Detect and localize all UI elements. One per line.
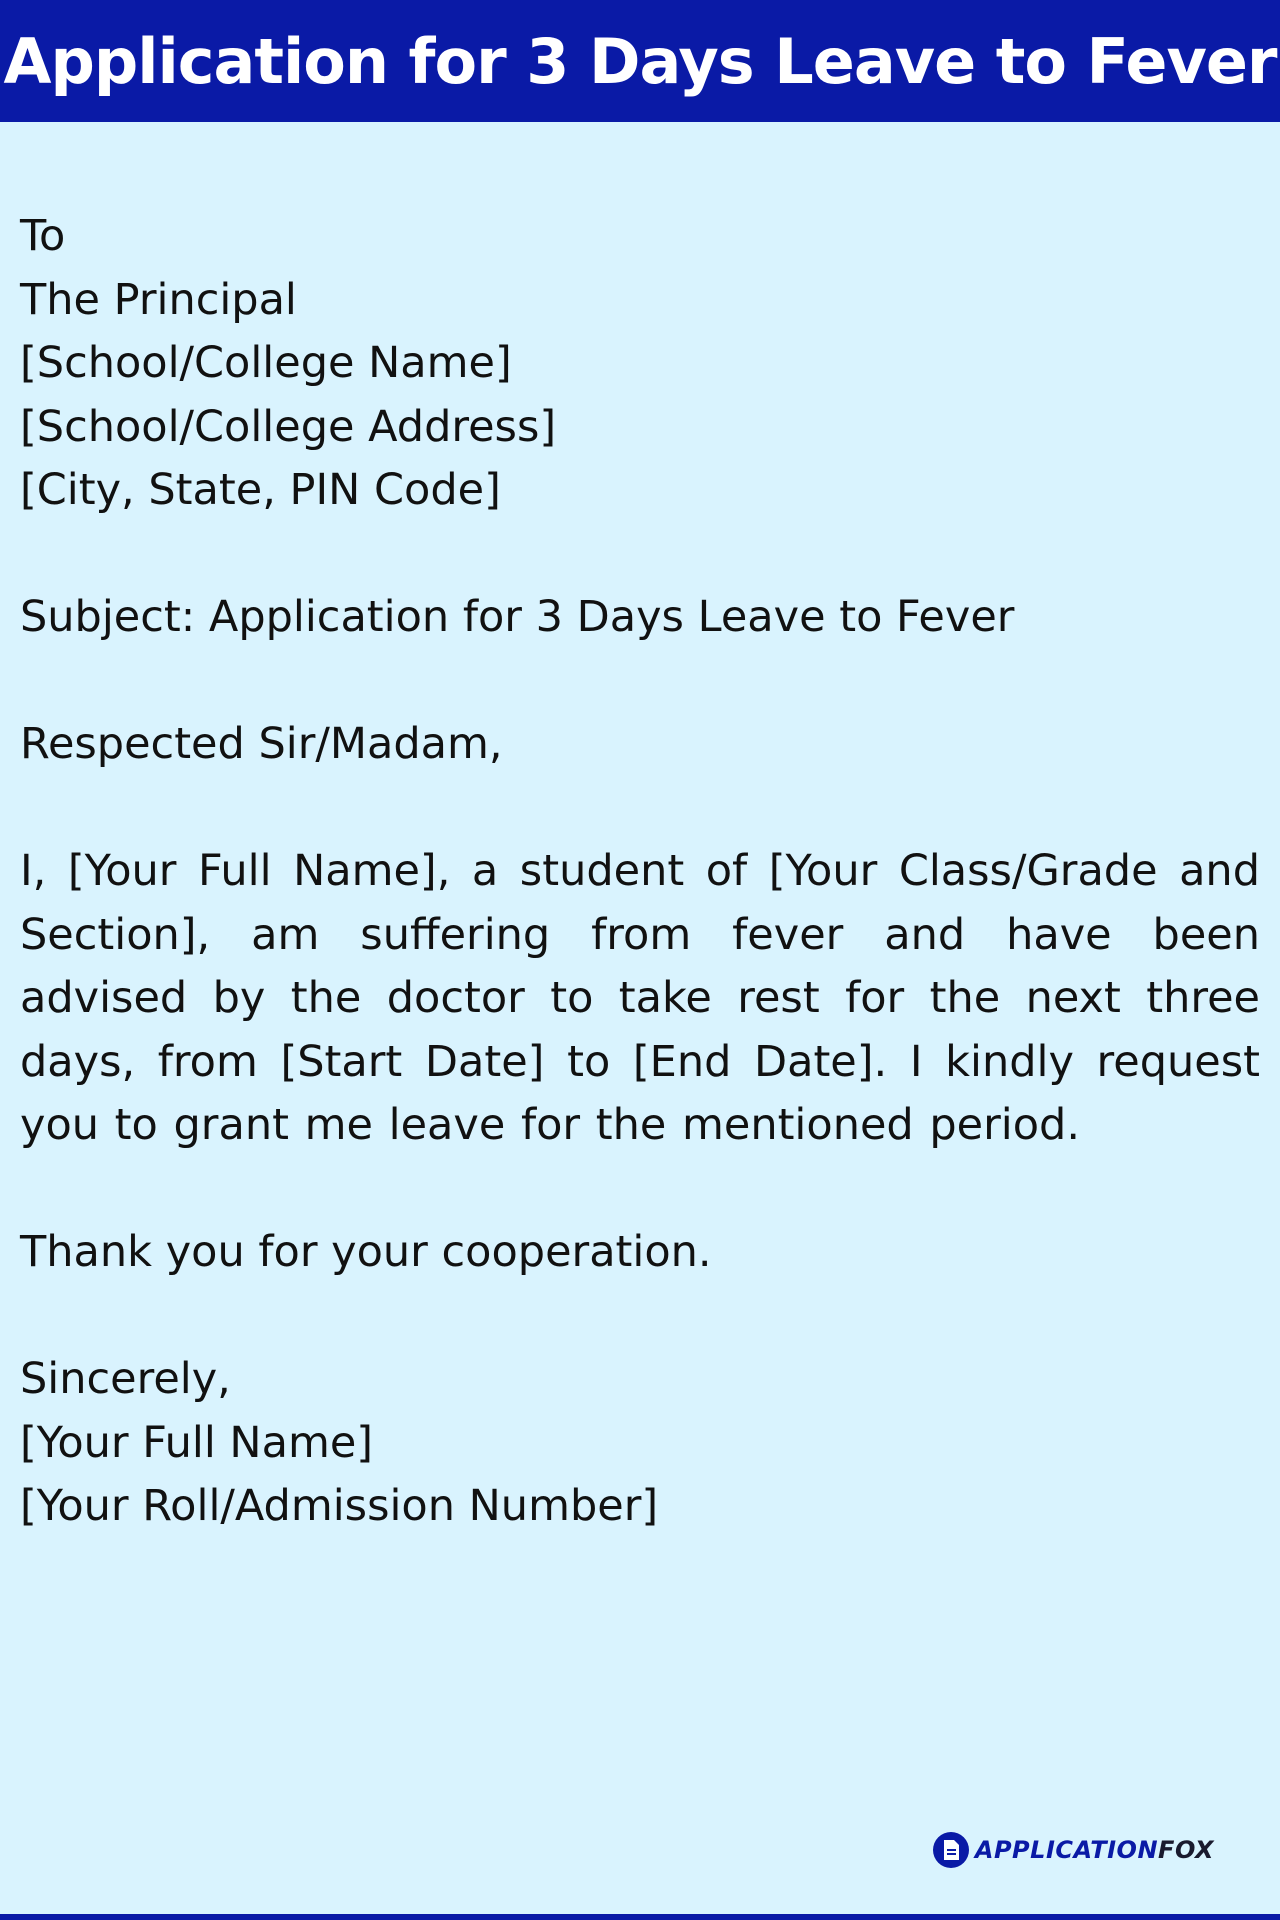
closing-line: Sincerely, [20,1354,231,1404]
salutation: Respected Sir/Madam, [20,719,503,769]
letter-content [20,205,1260,1539]
page-title: Application for 3 Days Leave to Fever [3,24,1277,98]
signature-name: [Your Full Name] [20,1417,374,1468]
recipient-line: [School/College Name] [20,338,512,388]
signature-roll-number: [Your Roll/Admission Number] [20,1481,659,1531]
recipient-line: [City, State, PIN Code] [20,465,501,515]
thanks-line: Thank you for your cooperation. [20,1227,712,1277]
header-banner [0,0,1280,122]
recipient-block [20,205,1260,523]
brand-logo [933,1832,1214,1868]
subject-line: Subject: Application for 3 Days Leave to Fever [20,592,1015,642]
body-paragraph: I, [Your Full Name], a student of [Your Class/Grade and Section], am suffering from fever and have been advised by the doctor to take rest for the next three days, from [Start Date] to [End Date]. I kindly request you to grant me leave for the mentioned period. [20,846,1260,1150]
brand-name [975,1836,1214,1864]
recipient-line: The Principal [20,274,297,325]
recipient-line: [School/College Address] [20,401,557,452]
brand-name-part1: APPLICATION [974,1836,1159,1864]
brand-name-part2: FOX [1158,1836,1214,1864]
document-icon [933,1832,969,1868]
bottom-border [0,1914,1280,1920]
recipient-line: To [20,211,66,261]
